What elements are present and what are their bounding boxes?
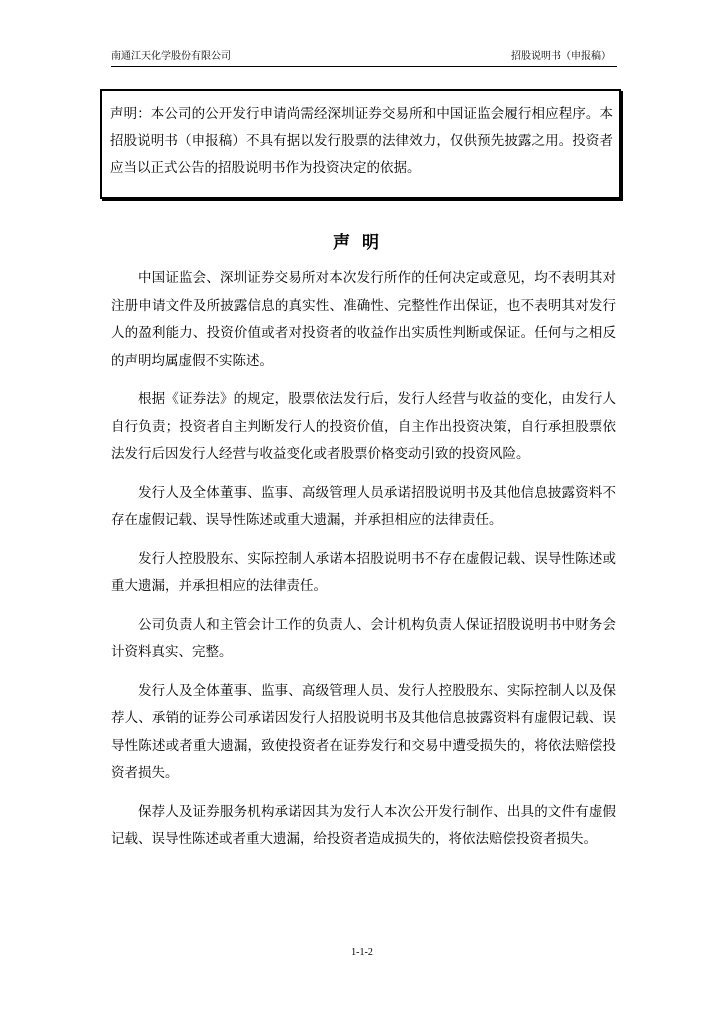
paragraph: 中国证监会、深圳证券交易所对本次发行所作的任何决定或意见，均不表明其对注册申请文件及所披露信息的真实性、准确性、完整性作出保证，也不表明其对发行人的盈利能力、投资价值或者对投资者的收益作出实质性判断或保证。任何与之相反的声明均属虚假不实陈述。 [111,270,616,369]
paragraph: 发行人控股股东、实际控制人承诺本招股说明书不存在虚假记载、误导性陈述或重大遗漏，并承担相应的法律责任。 [111,550,616,594]
notice-box: 声明：本公司的公开发行申请尚需经深圳证券交易所和中国证监会履行相应程序。本招股说明书（申报稿）不具有据以发行股票的法律效力，仅供预先披露之用。投资者应当以正式公告的招股说明书作为投资决定的依据。 [100,89,621,199]
page-number: 1-1-2 [351,947,373,958]
paragraph: 公司负责人和主管会计工作的负责人、会计机构负责人保证招股说明书中财务会计资料真实、完整。 [111,616,616,660]
paragraph: 根据《证券法》的规定，股票依法发行后，发行人经营与收益的变化，由发行人自行负责；投资者自主判断发行人的投资价值，自主作出投资决策，自行承担股票依法发行后因发行人经营与收益变化或者股票价格变动引致的投资风险。 [111,391,616,462]
header-company-name: 南通江天化学股份有限公司 [111,51,231,62]
paragraph: 保荐人及证券服务机构承诺因其为发行人本次公开发行制作、出具的文件有虚假记载、误导性陈述或者重大遗漏，给投资者造成损失的，将依法赔偿投资者损失。 [111,803,616,847]
header-document-title: 招股说明书（申报稿） [511,51,611,62]
paragraph: 发行人及全体董事、监事、高级管理人员承诺招股说明书及其他信息披露资料不存在虚假记载、误导性陈述或重大遗漏，并承担相应的法律责任。 [111,484,616,528]
declaration-body [111,265,616,865]
paragraph: 发行人及全体董事、监事、高级管理人员、发行人控股股东、实际控制人以及保荐人、承销的证券公司承诺因发行人招股说明书及其他信息披露资料有虚假记载、误导性陈述或者重大遗漏，致使投资者在证券发行和交易中遭受损失的，将依法赔偿投资者损失。 [111,682,616,781]
page-title: 声明 [333,233,391,253]
page-header [111,50,617,67]
